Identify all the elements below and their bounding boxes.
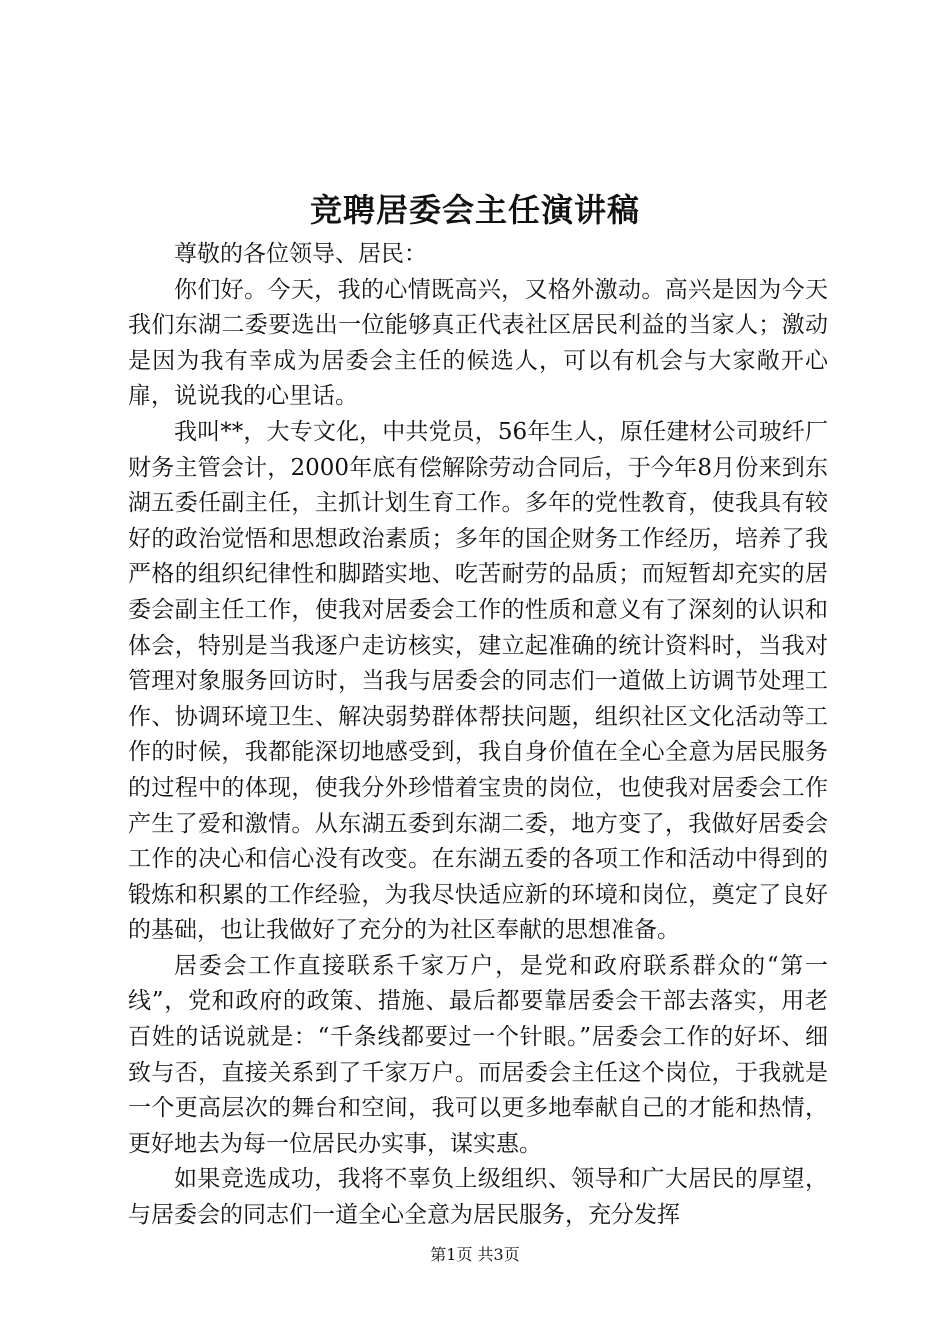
paragraph-greeting: 你们好。今天，我的心情既高兴，又格外激动。高兴是因为今天我们东湖二委要选出一位能够真正代表社区居民利益的当家人；激动是因为我有幸成为居委会主任的候选人，可以有机会与大家敞开心扉，说说我的心里话。 xyxy=(128,276,828,410)
paragraph-introduction: 我叫**，大专文化，中共党员，56年生人，原任建材公司玻纤厂财务主管会计，2000年底有偿解除劳动合同后，于今年8月份来到东湖五委任副主任，主抓计划生育工作。多年的党性教育，使我具有较好的政治觉悟和思想政治素质；多年的国企财务工作经历，培养了我严格的组织纪律性和脚踏实地、吃苦耐劳的品质；而短暂却充实的居委会副主任工作，使我对居委会工作的性质和意义有了深刻的认识和体会，特别是当我逐户走访核实，建立起准确的统计资料时，当我对管理对象服务回访时，当我与居委会的同志们一道做上访调节处理工作、协调环境卫生、解决弱势群体帮扶问题，组织社区文化活动等工作的时候，我都能深切地感受到，我自身价值在全心全意为居民服务的过程中的体现，使我分外珍惜着宝贵的岗位，也使我对居委会工作产生了爱和激情。从东湖五委到东湖二委，地方变了，我做好居委会工作的决心和信心没有改变。在东湖五委的各项工作和活动中得到的锻炼和积累的工作经验，为我尽快适应新的环境和岗位，奠定了良好的基础，也让我做好了充分的为社区奉献的思想准备。 xyxy=(128,418,828,944)
paragraph-pledge: 如果竞选成功，我将不辜负上级组织、领导和广大居民的厚望，与居委会的同志们一道全心全意为居民服务，充分发挥 xyxy=(128,1166,828,1229)
paragraph-salutation: 尊敬的各位领导、居民： xyxy=(174,241,427,267)
paragraph-committee-work: 居委会工作直接联系千家万户，是党和政府联系群众的“第一线”，党和政府的政策、措施、最后都要靠居委会干部去落实，用老百姓的话说就是：“千条线都要过一个针眼。”居委会工作的好坏、细致与否，直接关系到了千家万户。而居委会主任这个岗位，于我就是一个更高层次的舞台和空间，我可以更多地奉献自己的才能和热情，更好地去为每一位居民办实事，谋实惠。 xyxy=(128,952,828,1157)
page-number-footer: 第1页 共3页 xyxy=(430,1245,520,1264)
document-title: 竞聘居委会主任演讲稿 xyxy=(309,191,640,229)
document-body xyxy=(128,237,828,1234)
